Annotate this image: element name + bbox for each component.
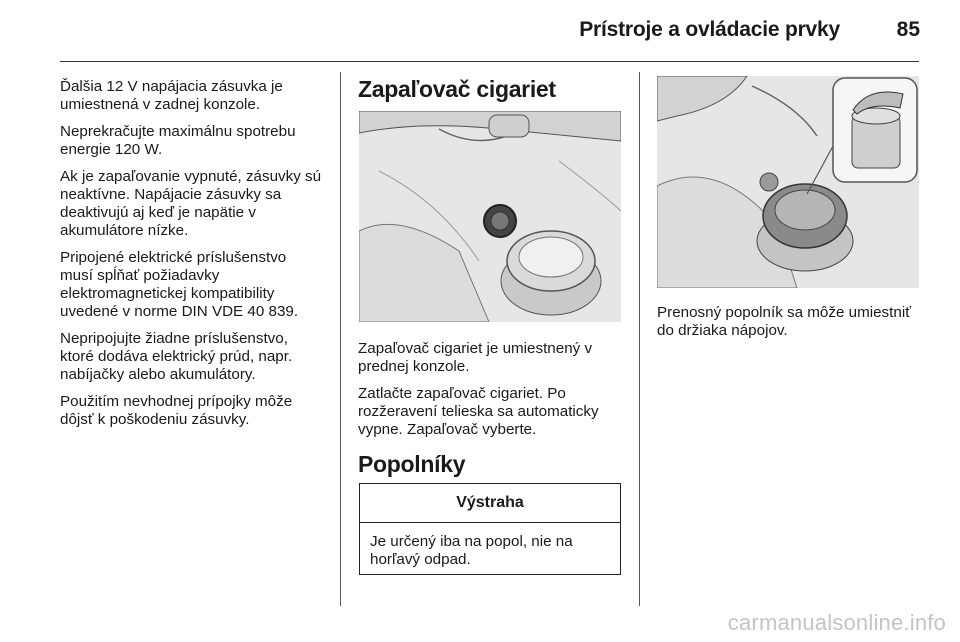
column-divider-2 [639,72,640,606]
cigarette-lighter-figure [359,111,621,322]
watermark: carmanualsonline.info [727,610,946,635]
paragraph: Ďalšia 12 V napájacia zásuvka je umiestnená v zadnej konzole. [60,78,283,113]
paragraph: Neprekračujte maximálnu spotrebu energie 120 W. [60,123,296,158]
header-rule [60,61,919,62]
paragraph: Pripojené elektrické príslušenstvo musí spĺňať požiadavky elektromagnetickej kompatibility uvedené v norme DIN VDE 40 839. [60,249,299,320]
middle-column-text [358,340,623,448]
page-number: 85 [896,18,920,41]
middle-heading-2 [358,451,628,478]
paragraph: Zapaľovač cigariet je umiestnený v prednej konzole. [358,340,593,375]
ashtray-figure [657,76,919,288]
page-header-title: Prístroje a ovládacie prvky [579,18,840,41]
paragraph: Prenosný popolník sa môže umiestniť do držiaka nápojov. [657,304,911,339]
column-divider-1 [340,72,341,606]
paragraph: Ak je zapaľovanie vypnuté, zásuvky sú neaktívne. Napájacie zásuvky sa deaktivujú aj keď je napätie v akumulátore nízke. [60,168,322,239]
paragraph: Zatlačte zapaľovač cigariet. Po rozžeravení telieska sa automaticky vypne. Zapaľovač vyberte. [358,385,599,438]
left-column [60,78,322,438]
cigarette-lighter-illustration [359,111,621,322]
ashtray-illustration [657,76,919,288]
warning-text: Je určený iba na popol, nie na horľavý odpad. [370,533,573,568]
section-heading-ashtrays: Popolníky [358,451,466,477]
section-heading-cigarette-lighter: Zapaľovač cigariet [358,76,556,102]
right-column-text [657,304,919,349]
warning-box [359,483,621,575]
middle-heading [358,76,628,103]
paragraph: Použitím nevhodnej prípojky môže dôjsť k poškodeniu zásuvky. [60,393,293,428]
warning-title: Výstraha [360,484,620,523]
paragraph: Nepripojujte žiadne príslušenstvo, ktoré dodáva elektrický prúd, napr. nabíjačky alebo akumulátory. [60,330,293,383]
